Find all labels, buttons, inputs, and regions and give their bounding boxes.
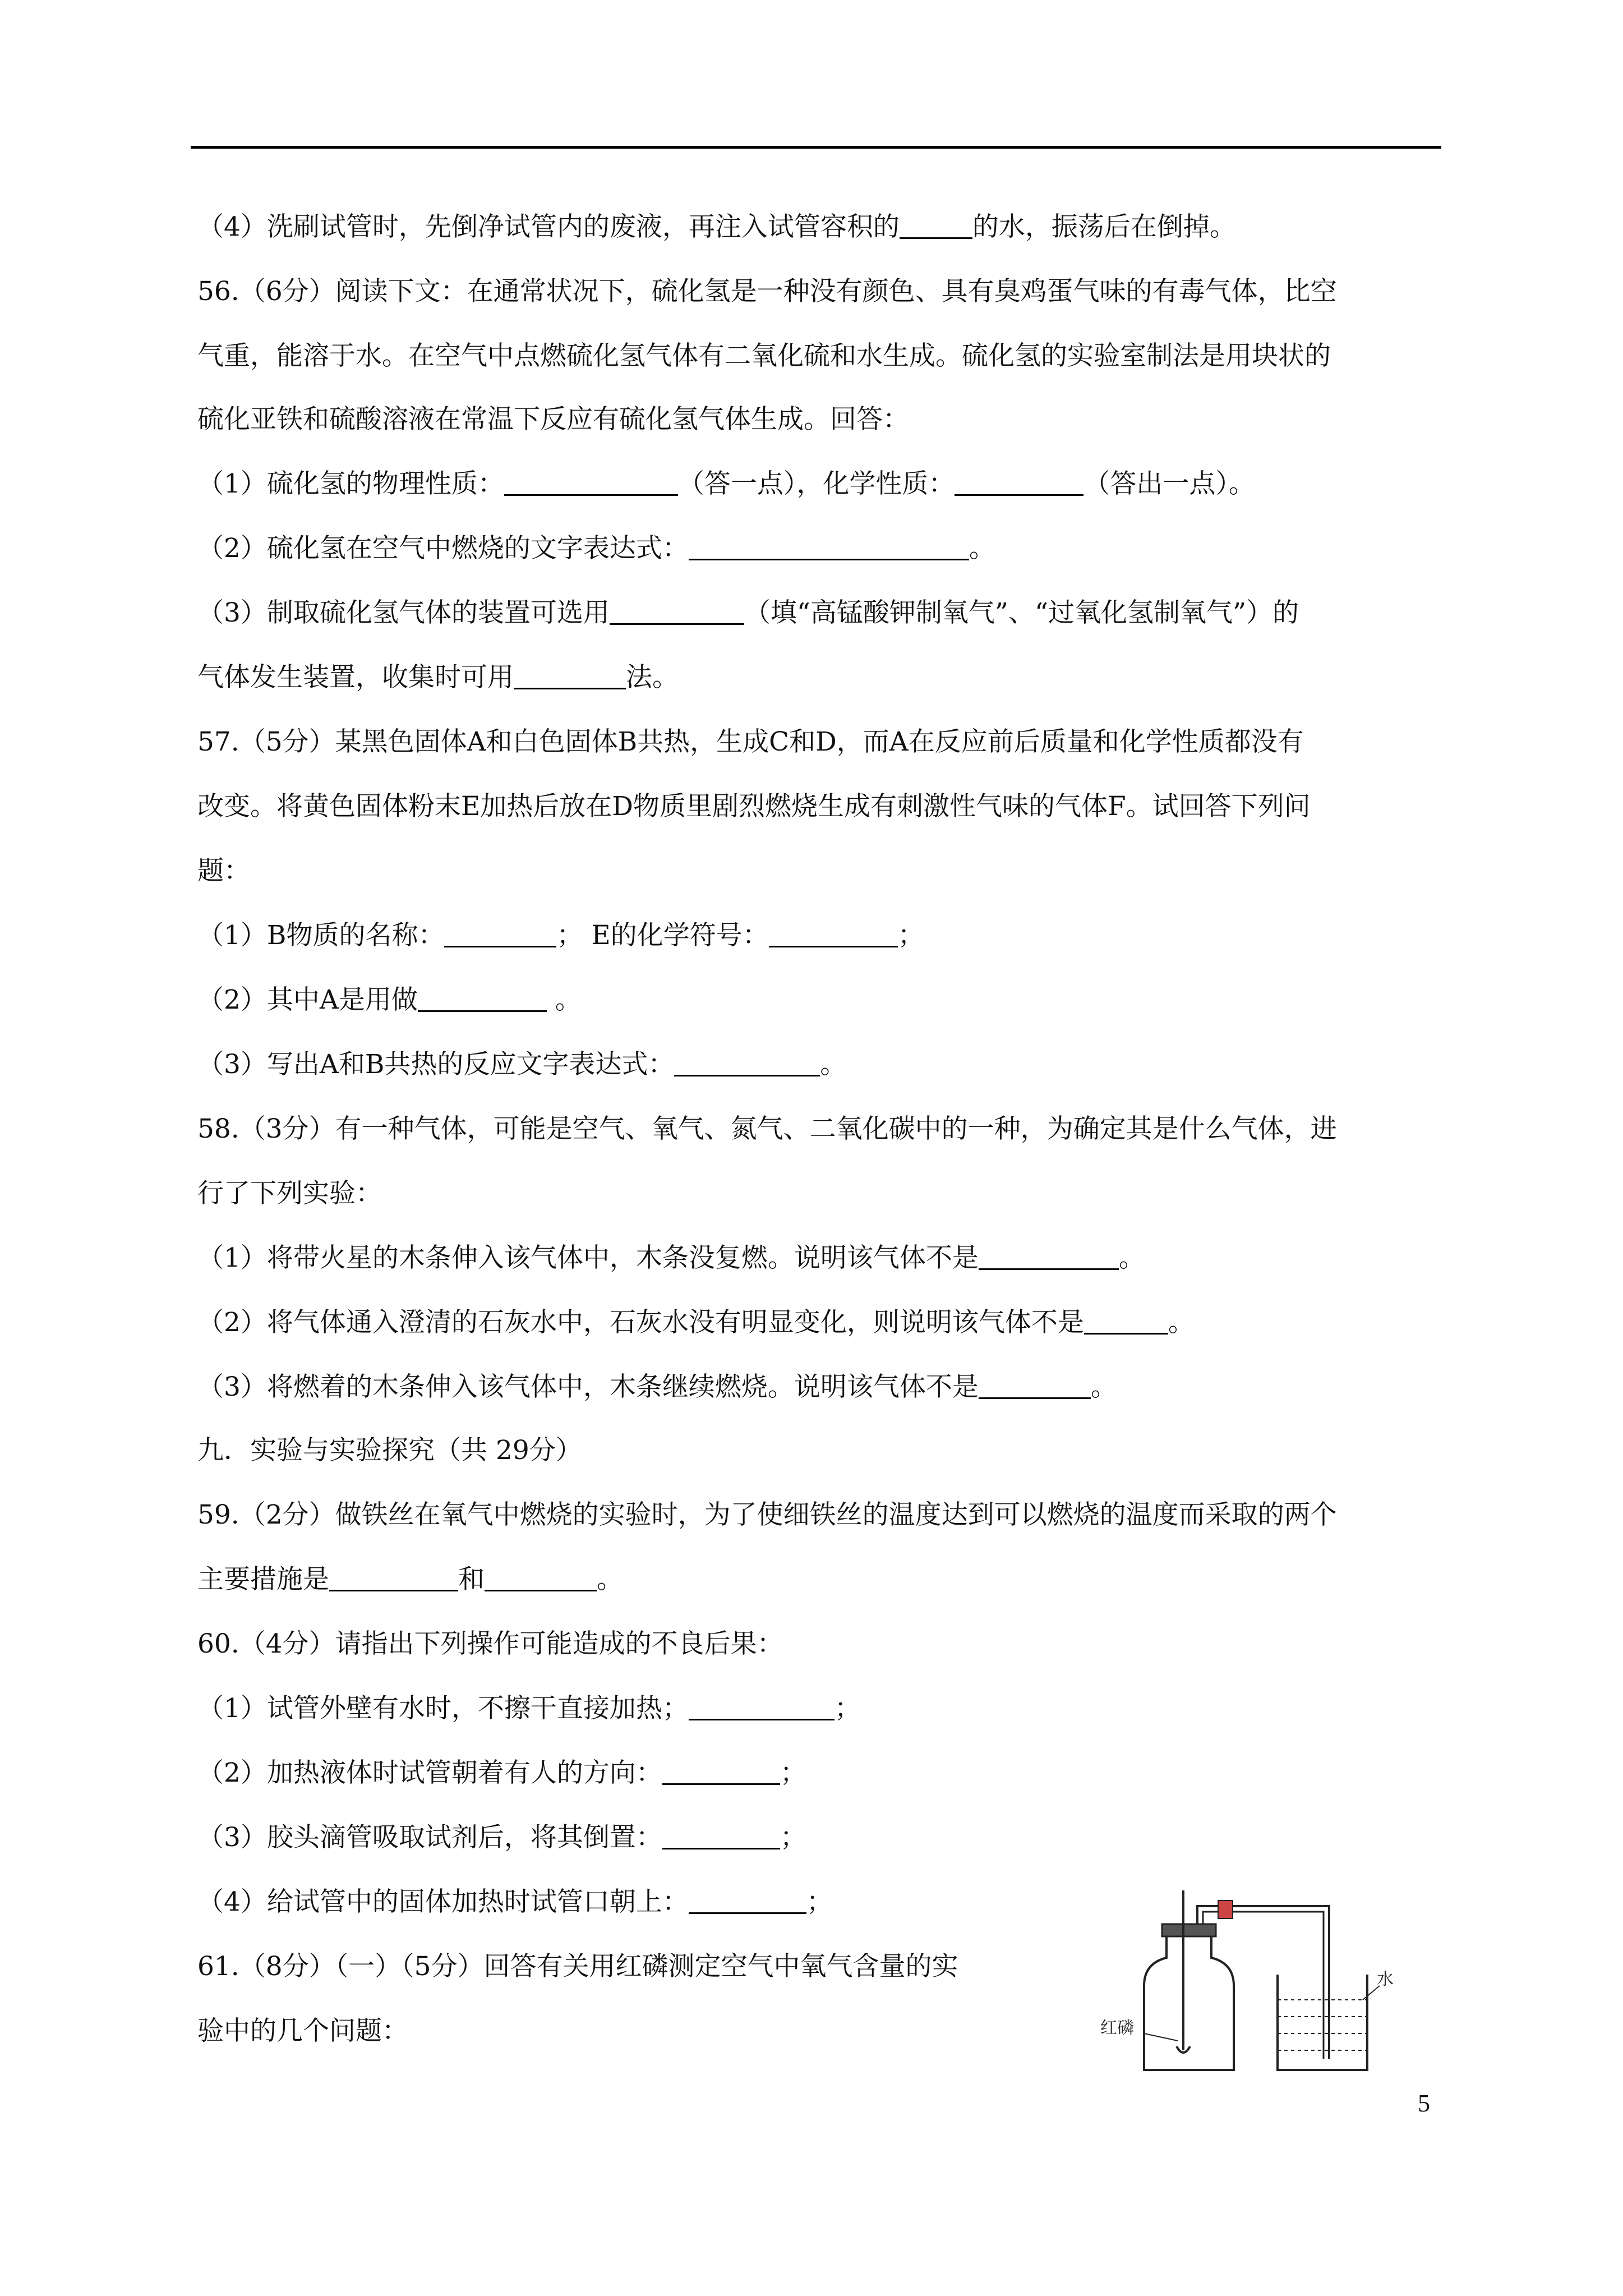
answer-blank[interactable] — [955, 468, 1083, 496]
text-segment: （1）硫化氢的物理性质： — [197, 468, 504, 499]
answer-blank[interactable] — [979, 1243, 1119, 1270]
answer-blank[interactable] — [689, 533, 969, 560]
text-segment: （2）将气体通入澄清的石灰水中，石灰水没有明显变化，则说明该气体不是 — [197, 1307, 1084, 1338]
answer-blank[interactable] — [674, 1049, 820, 1076]
text-segment: （3）将燃着的木条伸入该气体中，木条继续燃烧。说明该气体不是 — [197, 1372, 979, 1402]
text-segment: 60.（4分）请指出下列操作可能造成的不良后果： — [197, 1628, 783, 1659]
text-line — [197, 1241, 1448, 1275]
text-segment: 。 — [597, 1564, 623, 1595]
text-line — [197, 1370, 1448, 1404]
text-segment: 。 — [1168, 1307, 1195, 1338]
answer-blank[interactable] — [769, 920, 898, 947]
text-segment: 56.（6分）阅读下文：在通常状况下，硫化氢是一种没有颜色、具有臭鸡蛋气味的有毒气体，比空 — [197, 276, 1337, 307]
text-segment: 主要措施是 — [197, 1564, 329, 1595]
text-line — [197, 1692, 1448, 1726]
text-line — [197, 1177, 1448, 1211]
text-segment: （2）硫化氢在空气中燃烧的文字表达式： — [197, 533, 689, 564]
text-segment: （2）加热液体时试管朝着有人的方向： — [197, 1757, 662, 1788]
answer-blank[interactable] — [689, 1693, 834, 1720]
answer-blank[interactable] — [979, 1372, 1091, 1399]
text-segment: 验中的几个问题： — [197, 2016, 408, 2046]
text-segment: （1）试管外壁有水时，不擦干直接加热； — [197, 1693, 689, 1724]
text-line — [197, 1756, 1448, 1790]
text-line — [197, 1434, 1448, 1467]
text-line — [197, 919, 1448, 953]
answer-blank[interactable] — [900, 211, 972, 239]
text-segment: 58.（3分）有一种气体，可能是空气、氧气、氮气、二氧化碳中的一种，为确定其是什么气体，进 — [197, 1114, 1337, 1144]
answer-blank[interactable] — [1084, 1307, 1168, 1335]
text-line — [197, 403, 1448, 436]
water-label: 水 — [1377, 1970, 1394, 1989]
text-line — [197, 1498, 1448, 1532]
text-segment: ； — [780, 1822, 806, 1853]
answer-blank[interactable] — [504, 468, 678, 496]
text-segment: 。 — [1118, 1243, 1145, 1273]
text-segment: （3）写出A和B共热的反应文字表达式： — [197, 1049, 675, 1080]
answer-blank[interactable] — [329, 1564, 458, 1591]
text-segment: （3）制取硫化氢气体的装置可选用 — [197, 597, 610, 628]
text-line — [197, 725, 1448, 759]
text-segment: （4）给试管中的固体加热时试管口朝上： — [197, 1887, 689, 1917]
combustion-spoon — [1177, 1890, 1190, 2053]
answer-blank[interactable] — [610, 597, 744, 625]
text-segment: （1）将带火星的木条伸入该气体中，木条没复燃。说明该气体不是 — [197, 1243, 979, 1273]
answer-blank[interactable] — [418, 984, 547, 1012]
text-line — [197, 596, 1448, 630]
red-phosphorus-apparatus-figure — [1099, 1890, 1402, 2076]
text-segment: （答一点），化学性质： — [677, 468, 955, 499]
text-line — [197, 1821, 1448, 1855]
answer-blank[interactable] — [514, 662, 626, 689]
text-segment: 硫化亚铁和硫酸溶液在常温下反应有硫化氢气体生成。回答： — [197, 404, 909, 435]
answer-blank[interactable] — [689, 1887, 806, 1914]
text-segment: （1）B物质的名称： — [197, 920, 445, 951]
text-line — [197, 1627, 1448, 1661]
answer-blank[interactable] — [444, 920, 556, 947]
text-segment: （2）其中A是用做 — [197, 984, 418, 1015]
header-rule — [191, 146, 1441, 149]
text-line — [197, 1112, 1448, 1146]
text-segment: （答出一点）。 — [1083, 468, 1255, 499]
text-segment: 气重，能溶于水。在空气中点燃硫化氢气体有二氧化硫和水生成。硫化氢的实验室制法是用块状的 — [197, 341, 1331, 371]
text-segment: 法。 — [626, 662, 679, 693]
text-segment: ； — [806, 1887, 833, 1917]
text-line — [197, 275, 1448, 309]
text-segment: ； E的化学符号： — [556, 920, 769, 951]
text-segment: 。 — [546, 984, 582, 1015]
text-line — [197, 467, 1448, 501]
text-segment: ； — [834, 1693, 861, 1724]
text-line — [197, 1306, 1448, 1340]
text-segment: （填“高锰酸钾制氧气”、“过氧化氢制氧气”）的 — [744, 597, 1299, 628]
text-line — [197, 1048, 1448, 1082]
text-segment: 61.（8分）（一）（5分）回答有关用红磷测定空气中氧气含量的实 — [197, 1951, 958, 1982]
text-segment: ； — [897, 920, 924, 951]
text-segment: 行了下列实验： — [197, 1178, 382, 1209]
answer-blank[interactable] — [662, 1822, 780, 1849]
text-segment: 改变。将黄色固体粉末E加热后放在D物质里剧烈燃烧生成有刺激性气味的气体F。试回答下列问 — [197, 791, 1311, 822]
text-segment: （3）胶头滴管吸取试剂后，将其倒置： — [197, 1822, 662, 1853]
text-segment: 57.（5分）某黑色固体A和白色固体B共热，生成C和D，而A在反应前后质量和化学性质都没有 — [197, 726, 1304, 757]
answer-blank[interactable] — [662, 1757, 780, 1785]
answer-blank[interactable] — [485, 1564, 597, 1591]
text-segment: 和 — [458, 1564, 485, 1595]
text-segment: 气体发生装置，收集时可用 — [197, 662, 514, 693]
text-segment: 。 — [969, 533, 995, 564]
text-line — [197, 983, 1448, 1017]
red-phosphorus-label: 红磷 — [1100, 2018, 1134, 2038]
text-line — [197, 1563, 1448, 1596]
text-segment: 59.（2分）做铁丝在氧气中燃烧的实验时，为了使细铁丝的温度达到可以燃烧的温度而采取的两个 — [197, 1499, 1337, 1530]
page-number: 5 — [1418, 2090, 1430, 2117]
text-line — [197, 210, 1448, 244]
text-line — [197, 661, 1448, 694]
text-line — [197, 339, 1448, 373]
text-line — [197, 854, 1448, 888]
connecting-tube — [1197, 1901, 1329, 2059]
text-segment: 的水，振荡后在倒掉。 — [972, 211, 1236, 242]
text-segment: 九．实验与实验探究（共 29分） — [197, 1435, 582, 1466]
text-segment: （4）洗刷试管时，先倒净试管内的废液，再注入试管容积的 — [197, 211, 900, 242]
text-segment: 题： — [197, 855, 250, 886]
text-line — [197, 532, 1448, 565]
text-segment: ； — [780, 1757, 806, 1788]
text-segment: 。 — [1090, 1372, 1117, 1402]
text-segment: 。 — [820, 1049, 847, 1080]
text-line — [197, 790, 1448, 823]
